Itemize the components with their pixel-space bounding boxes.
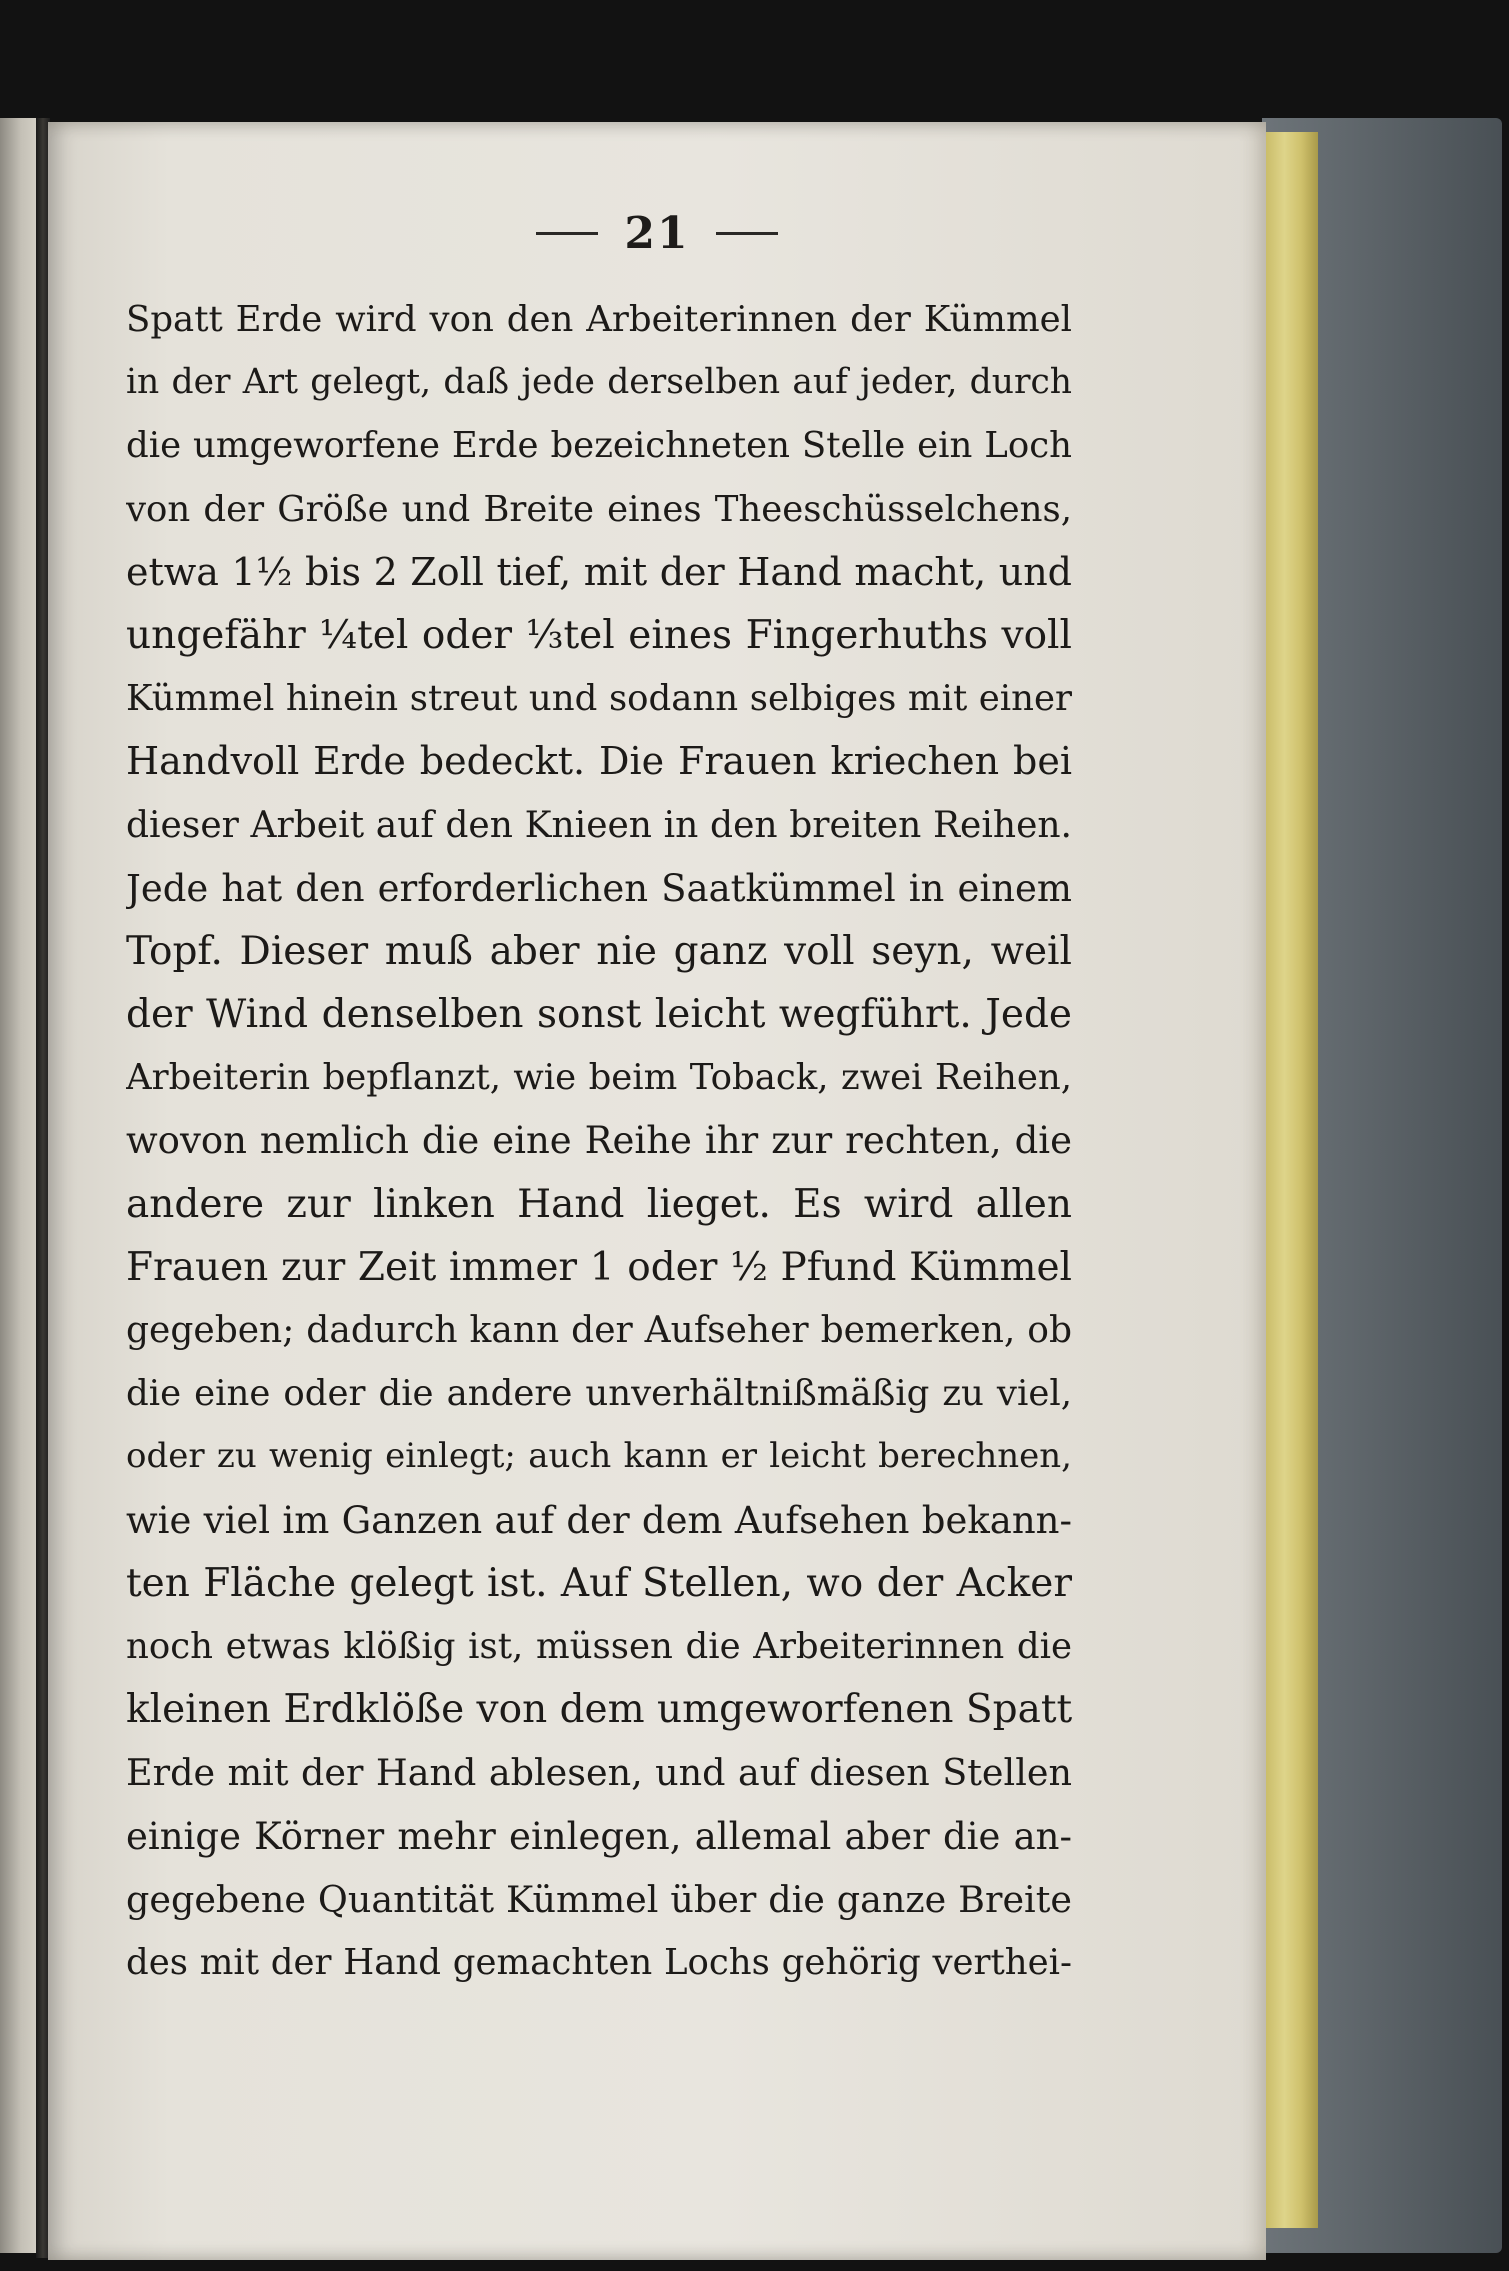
text-line: andere zur linken Hand lieget. Es wird allen — [126, 1181, 1072, 1227]
text-line: die umgeworfene Erde bezeichneten Stelle ein Loch — [126, 425, 1072, 467]
text-line: Arbeiterin bepflanzt, wie beim Toback, zwei Reihen, — [126, 1057, 1072, 1099]
text-line: Handvoll Erde bedeckt. Die Frauen kriechen bei — [126, 739, 1072, 784]
text-line: Kümmel hinein streut und sodann selbiges mit einer — [126, 678, 1072, 720]
text-line: in der Art gelegt, daß jede derselben auf jeder, durch — [126, 362, 1072, 403]
text-line: ungefähr ¼tel oder ⅓tel eines Fingerhuths voll — [126, 612, 1072, 658]
previous-page-edge — [0, 118, 38, 2253]
text-line: ten Fläche gelegt ist. Auf Stellen, wo der Acker — [126, 1560, 1072, 1606]
text-line: etwa 1½ bis 2 Zoll tief, mit der Hand macht, und — [126, 549, 1072, 594]
text-line: Jede hat den erforderlichen Saatkümmel in einem — [126, 866, 1072, 910]
text-line: noch etwas klößig ist, müssen die Arbeiterinnen die — [126, 1625, 1072, 1667]
text-line: oder zu wenig einlegt; auch kann er leicht berechnen, — [126, 1436, 1072, 1477]
text-line: gegebene Quantität Kümmel über die ganze Breite — [126, 1877, 1072, 1921]
running-head — [48, 205, 1266, 259]
text-line: Frauen zur Zeit immer 1 oder ½ Pfund Kümmel — [126, 1244, 1072, 1290]
right-dash — [716, 232, 778, 235]
text-line: wovon nemlich die eine Reihe ihr zur rechten, die — [126, 1119, 1072, 1163]
page-number: 21 — [624, 208, 690, 259]
text-line: wie viel im Ganzen auf der dem Aufsehen bekann- — [126, 1498, 1072, 1542]
text-line: kleinen Erdklöße von dem umgeworfenen Spatt — [126, 1687, 1072, 1733]
body-text — [126, 288, 1072, 1994]
text-line: einige Körner mehr einlegen, allemal aber die an- — [126, 1814, 1072, 1858]
text-line: dieser Arbeit auf den Knieen in den breiten Reihen. — [126, 804, 1072, 846]
text-line: die eine oder die andere unverhältnißmäßig zu viel, — [126, 1373, 1072, 1415]
left-dash — [536, 232, 598, 235]
text-line: Spatt Erde wird von den Arbeiterinnen der Kümmel — [126, 299, 1072, 340]
text-line: der Wind denselben sonst leicht wegführt. Jede — [126, 992, 1072, 1038]
gilded-page-edge — [1262, 132, 1318, 2228]
text-line: Topf. Dieser muß aber nie ganz voll seyn, weil — [126, 928, 1072, 974]
text-line: von der Größe und Breite eines Theeschüsselchens, — [126, 488, 1072, 530]
text-line: Erde mit der Hand ablesen, und auf diesen Stellen — [126, 1751, 1072, 1795]
text-line: gegeben; dadurch kann der Aufseher bemerken, ob — [126, 1310, 1072, 1351]
text-line: des mit der Hand gemachten Lochs gehörig verthei- — [126, 1941, 1072, 1983]
